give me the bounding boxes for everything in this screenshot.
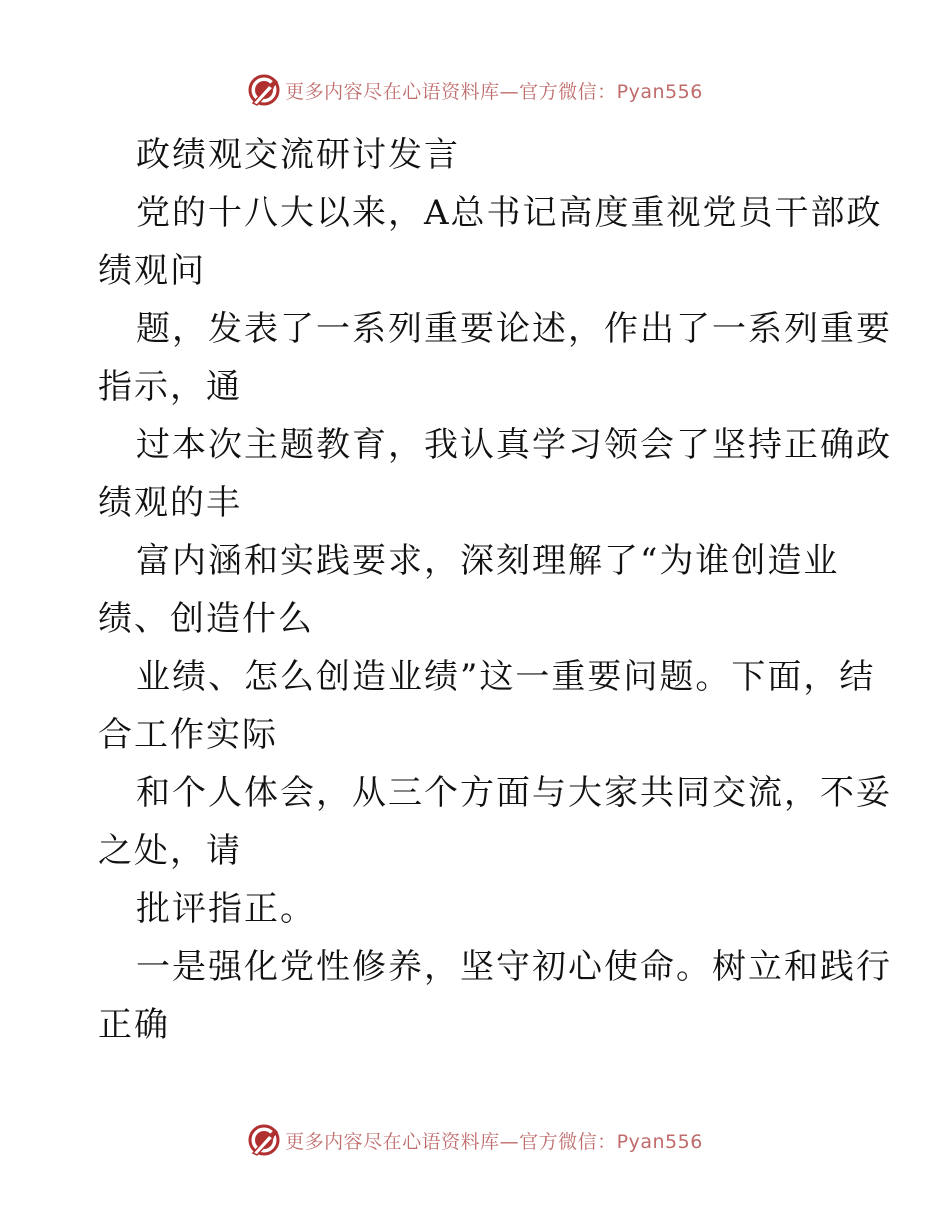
paragraph-line: 绩观的丰 <box>98 483 242 523</box>
paragraph-line: 富内涵和实践要求，深刻理解了“为谁创造业 <box>136 541 840 581</box>
paragraph-line: 题，发表了一系列重要论述，作出了一系列重要 <box>136 309 892 349</box>
pen-seal-logo-icon <box>247 73 281 107</box>
paragraph-line: 批评指正。 <box>136 889 316 929</box>
paragraph-line: 指示，通 <box>98 367 242 407</box>
pen-seal-logo-icon <box>247 1123 281 1157</box>
paragraph-line: 合工作实际 <box>98 715 278 755</box>
paragraph-line: 绩、创造什么 <box>98 599 314 639</box>
document-body <box>98 126 892 1054</box>
paragraph-line: 一是强化党性修养，坚守初心使命。树立和践行 <box>136 947 892 987</box>
paragraph-line: 绩观问 <box>98 251 206 291</box>
header-watermark-banner <box>0 70 950 110</box>
paragraph-line: 业绩、怎么创造业绩”这一重要问题。下面，结 <box>136 657 876 697</box>
paragraph-line: 之处，请 <box>98 831 242 871</box>
paragraph-line: 过本次主题教育，我认真学习领会了坚持正确政 <box>136 425 892 465</box>
watermark-text: 更多内容尽在心语资料库—官方微信：Pyan556 <box>285 80 703 103</box>
footer-watermark-banner <box>0 1120 950 1160</box>
paragraph-line: 政绩观交流研讨发言 <box>136 135 460 175</box>
paragraph-line: 党的十八大以来，A总书记高度重视党员干部政 <box>136 193 883 233</box>
paragraph-line: 和个人体会，从三个方面与大家共同交流，不妥 <box>136 773 892 813</box>
watermark-text: 更多内容尽在心语资料库—官方微信：Pyan556 <box>285 1130 703 1153</box>
paragraph-line: 正确 <box>98 1005 170 1045</box>
